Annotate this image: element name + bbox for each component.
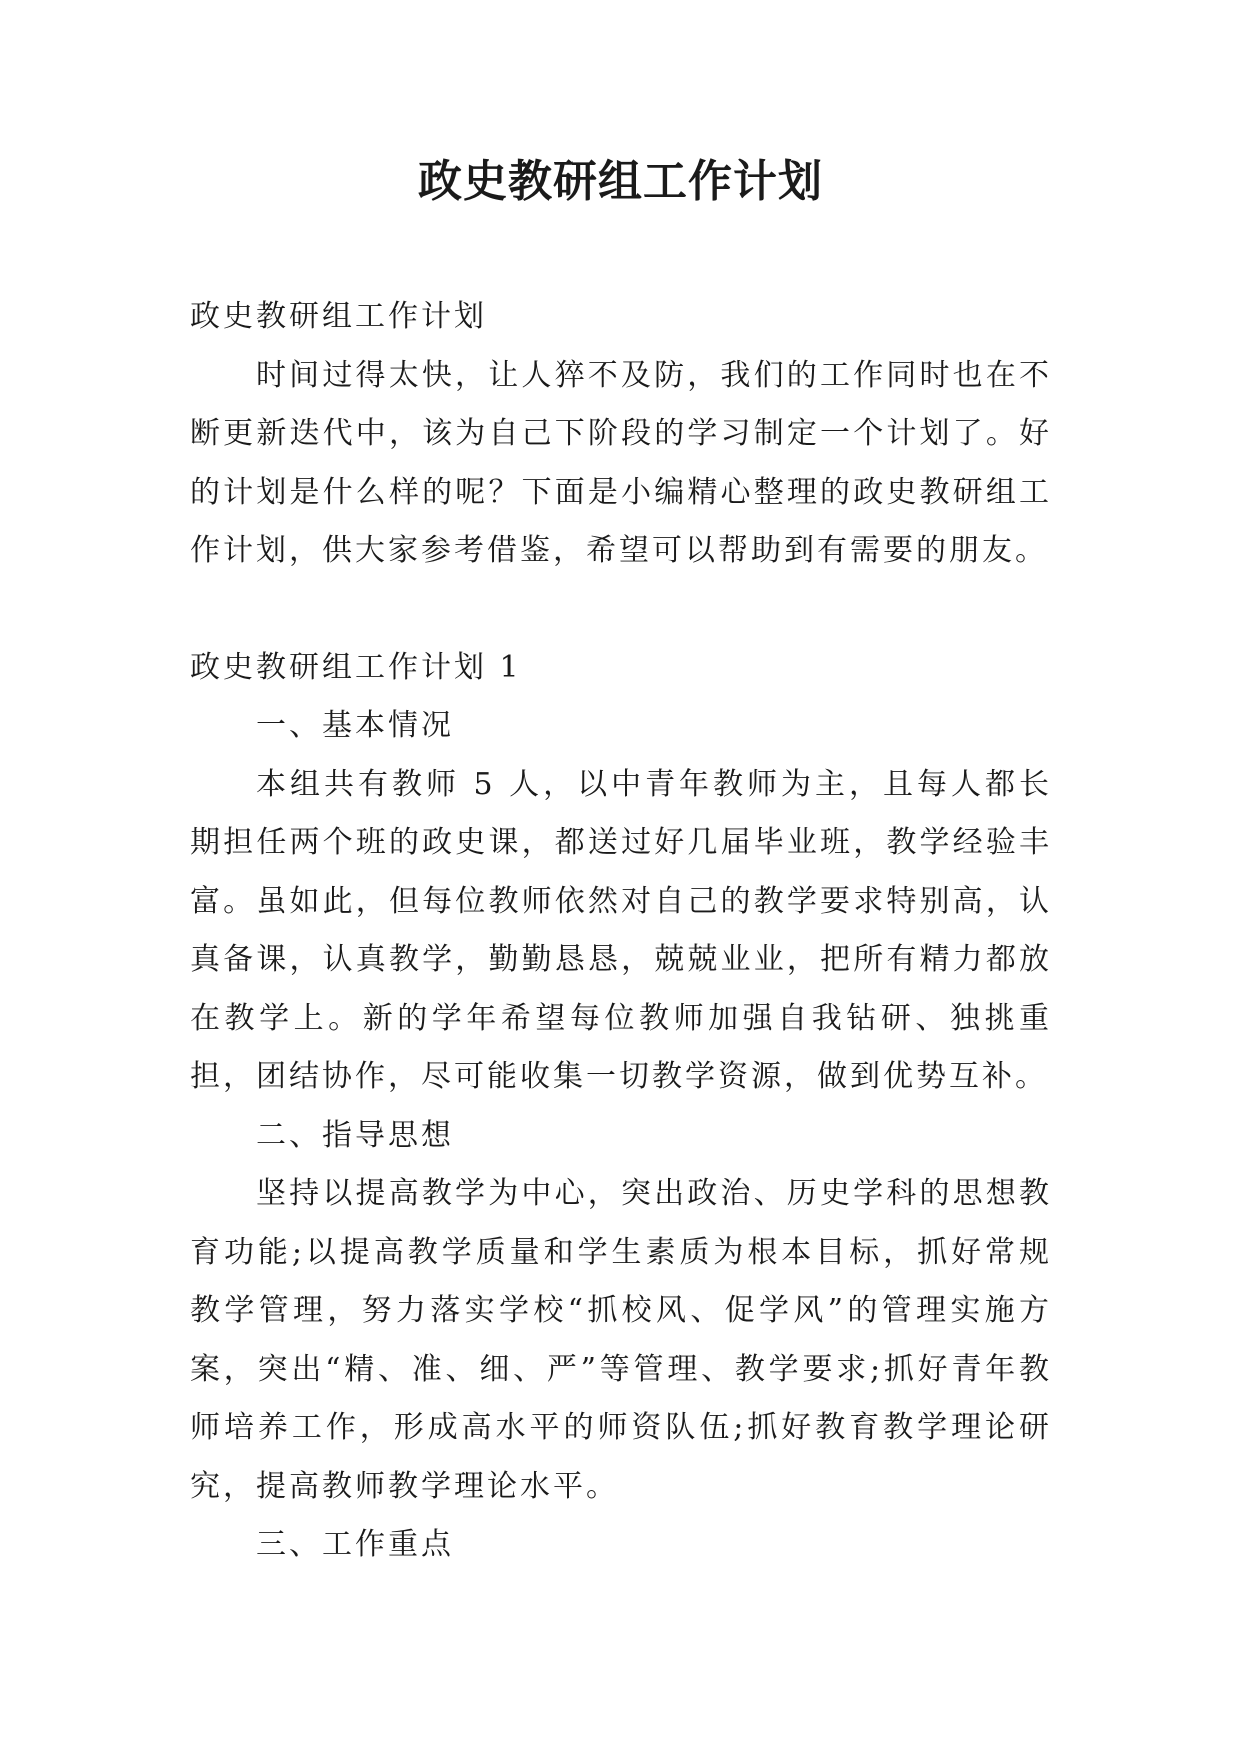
- heading-guiding-thought: 二、指导思想: [256, 1117, 454, 1153]
- heading-basic-situation: 一、基本情况: [256, 708, 454, 743]
- heading-work-focus: 三、工作重点: [256, 1527, 454, 1562]
- intro-paragraph: 时间过得太快，让人猝不及防，我们的工作同时也在不断更新迭代中，该为自己下阶段的学习制定一个计划了。好的计划是什么样的呢？下面是小编精心整理的政史教研组工作计划，供大家参考借鉴，希望可以帮助到有需要的朋友。: [190, 357, 1052, 568]
- basic-situation-paragraph: 本组共有教师 5 人，以中青年教师为主，且每人都长期担任两个班的政史课，都送过好几届毕业班，教学经验丰富。虽如此，但每位教师依然对自己的教学要求特别高，认真备课，认真教学，勤勤恳恳，兢兢业业，把所有精力都放在教学上。新的学年希望每位教师加强自我钻研、独挑重担，团结协作，尽可能收集一切教学资源，做到优势互补。: [190, 766, 1052, 1094]
- document-body: [190, 288, 1052, 1575]
- paragraph-gap: [190, 581, 1052, 639]
- document-title: 政史教研组工作计划: [418, 156, 823, 207]
- guiding-thought-paragraph: 坚持以提高教学为中心，突出政治、历史学科的思想教育功能;以提高教学质量和学生素质为根本目标，抓好常规教学管理，努力落实学校“抓校风、促学风”的管理实施方案，突出“精、准、细、严”等管理、教学要求;抓好青年教师培养工作，形成高水平的师资队伍;抓好教育教学理论研究，提高教师教学理论水平。: [190, 1176, 1052, 1504]
- section-heading-plan-1: 政史教研组工作计划 1: [190, 649, 522, 685]
- subtitle-paragraph: 政史教研组工作计划: [190, 299, 487, 334]
